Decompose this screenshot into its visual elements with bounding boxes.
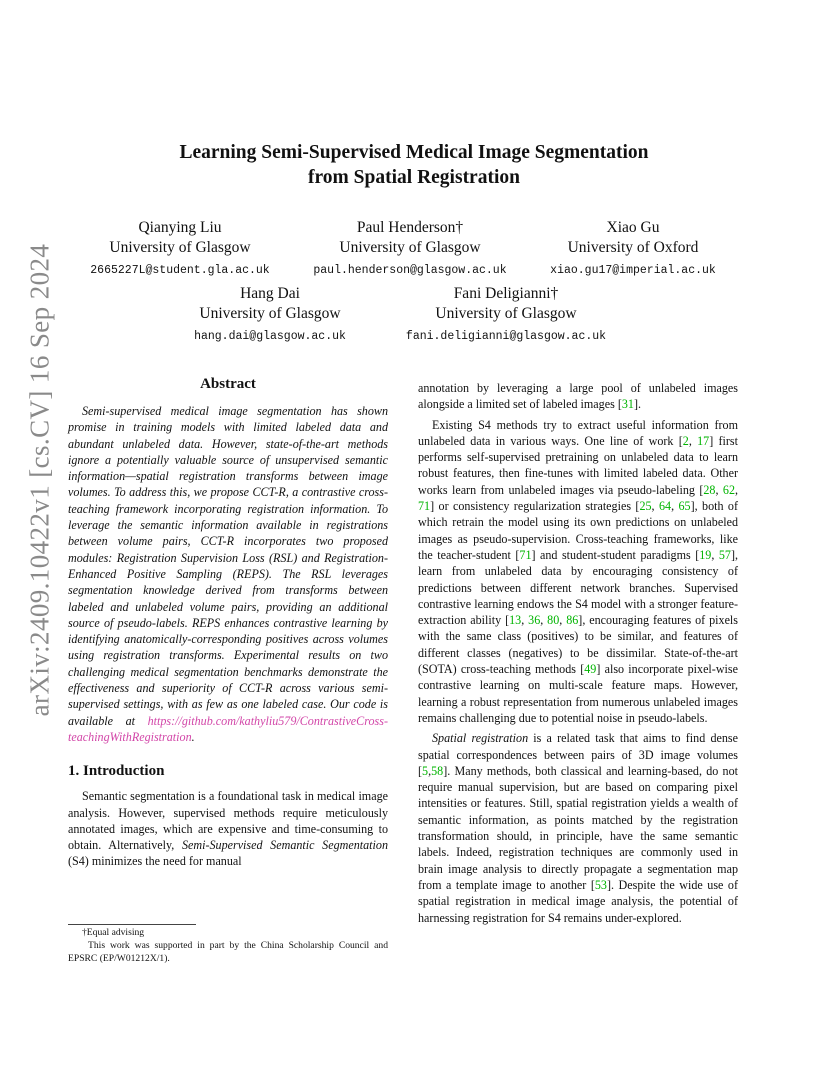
author-affiliation: University of Glasgow (435, 305, 577, 322)
citation-link[interactable]: 13 (509, 613, 522, 628)
left-column (68, 376, 388, 874)
section-heading-introduction: 1. Introduction (68, 763, 165, 780)
citation-link[interactable]: 2 (682, 433, 689, 448)
citation-link[interactable]: 57 (718, 547, 731, 562)
citation-link[interactable]: 17 (697, 433, 710, 448)
body-text: is a related task that aims to find dense spatial correspondences between pairs of 3D image volumes [ (418, 731, 738, 778)
body-text: ] and student-student paradigms [ (531, 547, 700, 562)
arxiv-stamp-text: arXiv:2409.10422v1 [cs.CV] 16 Sep 2024 (24, 243, 55, 717)
author-block (396, 284, 616, 343)
author-block (300, 218, 520, 277)
abstract-body (68, 403, 388, 745)
citation-link[interactable]: 36 (528, 613, 541, 628)
body-text: ], learn from unlabeled data by encouraging consistency of predictions between different network branches. Supervised contrastive learning endows the S4 model with a stronger feature-extraction ability [ (418, 547, 738, 628)
citation-link[interactable]: 5 (422, 763, 429, 778)
citation-link[interactable]: 19 (699, 547, 712, 562)
author-name: Paul Henderson† (356, 219, 464, 236)
citation-link[interactable]: 58 (431, 763, 444, 778)
abstract-end: . (191, 729, 195, 744)
author-email[interactable]: xiao.gu17@imperial.ac.uk (550, 264, 716, 277)
abstract-heading: Abstract (200, 376, 256, 392)
intro-text: (S4) minimizes the need for manual (68, 854, 242, 869)
body-paragraph (418, 380, 738, 413)
author-block (170, 284, 370, 343)
author-affiliation: University of Oxford (567, 239, 699, 256)
body-text: Existing S4 methods try to extract useful information from unlabeled data in various ways. One line of work [ (418, 417, 738, 448)
citation-link[interactable]: 49 (584, 662, 597, 677)
title-line-2: from Spatial Registration (308, 167, 520, 188)
code-link[interactable]: https://github.com/kathyliu579/ContrastiveCross-teachingWithRegistration (68, 713, 388, 744)
author-affiliation: University of Glasgow (339, 239, 481, 256)
footnote-equal-advising: †Equal advising (82, 927, 145, 938)
citation-link[interactable]: 31 (621, 397, 634, 412)
body-text: ]. Despite the wide use of spatial registration in medical image analysis, the potential of harnessing registration for S4 remains under-explored. (418, 877, 738, 925)
citation-link[interactable]: 71 (519, 547, 532, 562)
author-name: Fani Deligianni† (453, 285, 559, 302)
body-text: ], both of which retrain the model using its own predictions on unlabeled images as pseudo-supervision. Cross-teaching frameworks, like the teacher-student [ (418, 499, 738, 562)
footnotes (68, 926, 388, 965)
author-email[interactable]: 2665227L@student.gla.ac.uk (90, 264, 270, 277)
intro-text: Semantic segmentation is a foundational task in medical image analysis. However, supervised methods require meticulously annotated images, which are expensive and time-consuming to obtain. Alternatively, (68, 789, 388, 853)
body-paragraph: Spatial registration is a related task that aims to find dense spatial correspondences between pairs of 3D image volumes [5,58]. Many methods, both classical and learning-based, do not require manual supervision, but are based on comparing pixel intensities or features. Still, spatial registration yields a wealth of semantic information, as points matched by the registration transformation should, in principle, have the same semantic labels. Indeed, registration techniques are commonly used in brain image analysis to directly propagate a segmentation map from a template image to another [53]. Despite the wide use of spatial registration in medical image analysis, the potential of harnessing registration for S4 remains under-explored. (418, 731, 738, 925)
body-text: ] first performs self-supervised pretraining on unlabeled data to learn robust features, then fine-tunes with limited labeled data. Other works learn from unlabeled images via pseudo-labeling [ (418, 433, 739, 497)
citation-link[interactable]: 28 (703, 482, 716, 497)
intro-emphasis: Semi-Supervised Semantic Segmentation (181, 838, 388, 853)
body-text: annotation by leveraging a large pool of unlabeled images alongside a limited set of labeled images [ (418, 381, 738, 412)
author-email[interactable]: fani.deligianni@glasgow.ac.uk (405, 330, 607, 343)
author-name: Qianying Liu (138, 219, 222, 236)
citation-link[interactable]: 65 (678, 499, 691, 514)
author-name: Hang Dai (240, 285, 300, 302)
footnote-funding: This work was supported in part by the China Scholarship Council and EPSRC (EP/W01212X/1). (68, 940, 388, 964)
body-text: ] or consistency regularization strategies [ (430, 499, 640, 514)
body-text: ], encouraging features of pixels with the same class (positives) to be similar, and features of different classes (negatives) to be dissimilar. State-of-the-art (SOTA) cross-teaching methods [ (418, 613, 739, 677)
citation-link[interactable]: 80 (547, 613, 560, 628)
paper-title (0, 140, 828, 190)
right-column (418, 380, 738, 930)
author-affiliation: University of Glasgow (109, 239, 251, 256)
body-text: ]. (633, 397, 642, 412)
title-line-1: Learning Semi-Supervised Medical Image Segmentation (179, 142, 649, 163)
author-block (80, 218, 280, 277)
citation-link[interactable]: 71 (418, 499, 431, 514)
body-paragraph: Existing S4 methods try to extract useful information from unlabeled data in various ways. One line of work [2, 17] first performs self-supervised pretraining on unlabeled data to learn robust features, then fine-tunes with limited labeled data. Other works learn from unlabeled images via pseudo-labeling [28, 62, 71] or consistency regularization strategies [25, 64, 65], both of which retrain the model using its own predictions on unlabeled images as pseudo-supervision. Cross-teaching frameworks, like the teacher-student [71] and student-student paradigms [19, 57], learn from unlabeled data by encouraging consistency of predictions between different network branches. Supervised contrastive learning endows the S4 model with a stronger feature-extraction ability [13, 36, 80, 86], encouraging features of pixels with the same class (positives) to be similar, and features of different classes (negatives) to be dissimilar. State-of-the-art (SOTA) cross-teaching methods [49] also incorporate pixel-wise contrastive learning on multi-scale feature maps. However, learning a robust representation from numerous unlabeled images remains challenging due to potential noise in pseudo-labels. (418, 417, 739, 725)
author-email[interactable]: hang.dai@glasgow.ac.uk (194, 330, 346, 343)
body-text: ] also incorporate pixel-wise contrastive learning on multi-scale feature maps. However, learning a robust representation from numerous unlabeled images remains challenging due to potential noise in pseudo-labels. (418, 662, 738, 725)
author-name: Xiao Gu (606, 219, 660, 236)
citation-link[interactable]: 86 (566, 613, 579, 628)
citation-link[interactable]: 25 (639, 499, 652, 514)
citation-link[interactable]: 62 (722, 482, 735, 497)
author-block (533, 218, 733, 277)
citation-link[interactable]: 64 (658, 499, 672, 514)
body-emphasis: Spatial registration (432, 731, 529, 746)
author-affiliation: University of Glasgow (199, 305, 341, 322)
author-email[interactable]: paul.henderson@glasgow.ac.uk (313, 264, 507, 277)
citation-link[interactable]: 53 (594, 877, 607, 892)
abstract-text: Semi-supervised medical image segmentation has shown promise in training models with limited labeled data and abundant unlabeled data. However, state-of-the-art methods ignore a potentially valuable source of unsupervised semantic information—spatial registration transforms between image volumes. To address this, we propose CCT-R, a contrastive cross-teaching framework incorporating registration information. To leverage the semantic information available in registrations between volume pairs, CCT-R incorporates two proposed modules: Registration Supervision Loss (RSL) and Registration-Enhanced Positive Sampling (REPS). The RSL leverages segmentation knowledge derived from transforms between labeled and unlabeled volume pairs, providing an additional source of pseudo-labels. REPS enhances contrastive learning by identifying anatomically-corresponding positives across volumes using registration transforms. Experimental results on two challenging medical segmentation benchmarks demonstrate the effectiveness and superiority of CCT-R across various semi-supervised settings, with as few as one labeled case. Our code is available at (68, 404, 388, 728)
footnote-rule (68, 924, 196, 925)
body-text: ]. Many methods, both classical and learning-based, do not require manual supervision, but are based on comparing pixel intensities or features. Still, spatial registration yields a wealth of semantic information, as points matched by the registration transformation should, in principle, have the same semantic labels. Indeed, registration techniques are commonly used in brain image analysis to directly propagate a segmentation map from a template image to another [ (418, 763, 738, 892)
intro-paragraph (68, 788, 388, 869)
